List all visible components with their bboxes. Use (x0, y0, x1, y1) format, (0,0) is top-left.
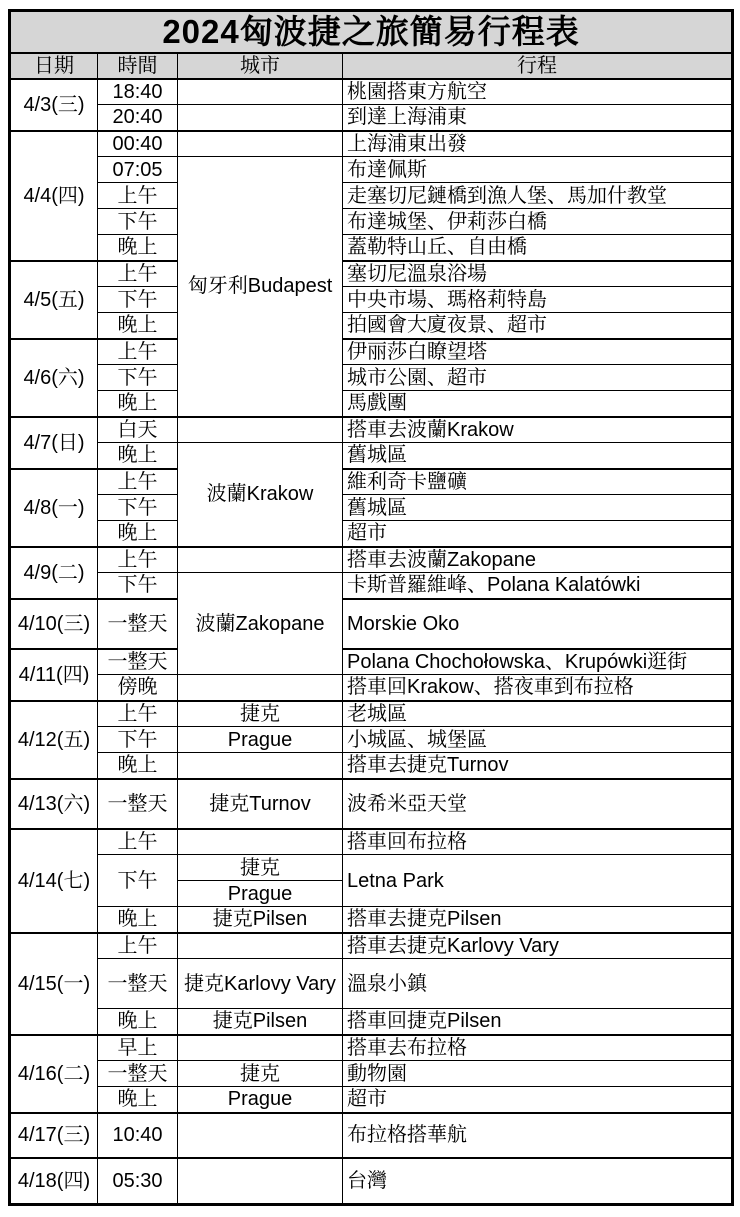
table-row (10, 649, 733, 675)
cell-time: 上午 (98, 701, 178, 727)
cell-city (178, 829, 343, 855)
table-row (10, 1035, 733, 1061)
cell-city: 捷克Karlovy Vary (178, 959, 343, 1009)
table-row (10, 469, 733, 495)
cell-city (178, 753, 343, 779)
cell-city (178, 1158, 343, 1205)
cell-time: 00:40 (98, 131, 178, 157)
cell-plan: 波希米亞天堂 (343, 779, 733, 829)
cell-city (178, 547, 343, 573)
table-row (10, 1087, 733, 1113)
table-row (10, 907, 733, 933)
cell-city (178, 79, 343, 105)
cell-time: 晚上 (98, 391, 178, 417)
cell-plan: 台灣 (343, 1158, 733, 1205)
cell-time: 上午 (98, 547, 178, 573)
cell-plan: 動物園 (343, 1061, 733, 1087)
cell-date: 4/8(一) (10, 469, 98, 547)
column-header-city: 城市 (178, 53, 343, 79)
table-row (10, 261, 733, 287)
table-row (10, 1113, 733, 1158)
cell-time: 晚上 (98, 235, 178, 261)
table-row (10, 1061, 733, 1087)
cell-time: 10:40 (98, 1113, 178, 1158)
table-row (10, 417, 733, 443)
cell-date: 4/18(四) (10, 1158, 98, 1205)
cell-date: 4/3(三) (10, 79, 98, 131)
table-row (10, 209, 733, 235)
cell-time: 晚上 (98, 1009, 178, 1035)
cell-plan: 舊城區 (343, 443, 733, 469)
cell-plan: 卡斯普羅維峰、Polana Kalatówki (343, 573, 733, 599)
cell-time: 一整天 (98, 599, 178, 649)
cell-plan: 布達佩斯 (343, 157, 733, 183)
table-row (10, 443, 733, 469)
cell-date: 4/6(六) (10, 339, 98, 417)
table-row (10, 779, 733, 829)
cell-date: 4/14(七) (10, 829, 98, 933)
page-title: 2024匈波捷之旅簡易行程表 (10, 11, 733, 53)
cell-time: 18:40 (98, 79, 178, 105)
cell-city (178, 1113, 343, 1158)
cell-date: 4/5(五) (10, 261, 98, 339)
table-row (10, 1158, 733, 1205)
cell-city: 捷克 (178, 701, 343, 727)
column-header-row (10, 53, 733, 79)
cell-city (178, 417, 343, 443)
table-row (10, 79, 733, 105)
cell-plan: 搭車去捷克Karlovy Vary (343, 933, 733, 959)
cell-date: 4/16(二) (10, 1035, 98, 1113)
table-row (10, 365, 733, 391)
cell-city: 捷克 (178, 855, 343, 881)
cell-time: 上午 (98, 339, 178, 365)
cell-plan: Polana Chochołowska、Krupówki逛街 (343, 649, 733, 675)
table-row (10, 131, 733, 157)
table-row (10, 727, 733, 753)
cell-time: 白天 (98, 417, 178, 443)
table-row (10, 391, 733, 417)
column-header-date: 日期 (10, 53, 98, 79)
cell-time: 下午 (98, 495, 178, 521)
cell-plan: 搭車去布拉格 (343, 1035, 733, 1061)
table-row (10, 287, 733, 313)
cell-plan: 搭車回捷克Pilsen (343, 1009, 733, 1035)
cell-city: Prague (178, 881, 343, 907)
cell-time: 下午 (98, 573, 178, 599)
cell-time: 晚上 (98, 1087, 178, 1113)
cell-city: 匈牙利Budapest (178, 157, 343, 417)
cell-time: 上午 (98, 469, 178, 495)
cell-time: 下午 (98, 365, 178, 391)
table-row (10, 855, 733, 881)
table-row (10, 157, 733, 183)
cell-time: 晚上 (98, 907, 178, 933)
cell-time: 晚上 (98, 443, 178, 469)
cell-plan: 小城區、城堡區 (343, 727, 733, 753)
cell-plan: 上海浦東出發 (343, 131, 733, 157)
cell-plan: 馬戲團 (343, 391, 733, 417)
column-header-plan: 行程 (343, 53, 733, 79)
cell-time: 下午 (98, 287, 178, 313)
cell-plan: 城市公園、超市 (343, 365, 733, 391)
title-row (10, 11, 733, 53)
cell-plan: 搭車去波蘭Krakow (343, 417, 733, 443)
table-row (10, 313, 733, 339)
cell-date: 4/9(二) (10, 547, 98, 599)
table-body (10, 79, 733, 1205)
cell-time: 20:40 (98, 105, 178, 131)
cell-plan: 搭車去捷克Turnov (343, 753, 733, 779)
cell-plan: 搭車回Krakow、搭夜車到布拉格 (343, 675, 733, 701)
cell-time: 晚上 (98, 753, 178, 779)
cell-time: 一整天 (98, 649, 178, 675)
cell-plan: 超市 (343, 1087, 733, 1113)
cell-date: 4/12(五) (10, 701, 98, 779)
cell-time: 上午 (98, 261, 178, 287)
cell-city: 捷克Turnov (178, 779, 343, 829)
cell-city: 捷克 (178, 1061, 343, 1087)
cell-time: 一整天 (98, 779, 178, 829)
cell-plan: 桃園搭東方航空 (343, 79, 733, 105)
cell-time: 上午 (98, 829, 178, 855)
table-row (10, 599, 733, 649)
cell-city (178, 675, 343, 701)
cell-city: 捷克Pilsen (178, 1009, 343, 1035)
cell-plan: 維利奇卡鹽礦 (343, 469, 733, 495)
cell-city (178, 933, 343, 959)
cell-time: 07:05 (98, 157, 178, 183)
cell-city: 波蘭Krakow (178, 443, 343, 547)
cell-plan: 老城區 (343, 701, 733, 727)
cell-plan: 搭車去捷克Pilsen (343, 907, 733, 933)
table-row (10, 829, 733, 855)
cell-city: Prague (178, 727, 343, 753)
cell-plan: 拍國會大廈夜景、超市 (343, 313, 733, 339)
table-row (10, 753, 733, 779)
cell-date: 4/4(四) (10, 131, 98, 261)
cell-plan: 伊丽莎白瞭望塔 (343, 339, 733, 365)
table-row (10, 235, 733, 261)
cell-plan: 舊城區 (343, 495, 733, 521)
cell-time: 傍晚 (98, 675, 178, 701)
cell-city (178, 1035, 343, 1061)
cell-plan: 中央市場、瑪格莉特島 (343, 287, 733, 313)
cell-plan: 蓋勒特山丘、自由橋 (343, 235, 733, 261)
column-header-time: 時間 (98, 53, 178, 79)
cell-time: 一整天 (98, 959, 178, 1009)
cell-date: 4/17(三) (10, 1113, 98, 1158)
cell-date: 4/13(六) (10, 779, 98, 829)
cell-city (178, 105, 343, 131)
table-row (10, 573, 733, 599)
cell-plan: 超市 (343, 521, 733, 547)
table-row (10, 105, 733, 131)
itinerary-table (8, 9, 734, 1206)
cell-city: 波蘭Zakopane (178, 573, 343, 675)
cell-time: 上午 (98, 183, 178, 209)
cell-plan: Morskie Oko (343, 599, 733, 649)
table-row (10, 547, 733, 573)
cell-time: 早上 (98, 1035, 178, 1061)
cell-plan: 到達上海浦東 (343, 105, 733, 131)
cell-date: 4/7(日) (10, 417, 98, 469)
cell-date: 4/10(三) (10, 599, 98, 649)
table-row (10, 959, 733, 1009)
cell-plan: 搭車回布拉格 (343, 829, 733, 855)
cell-plan: 搭車去波蘭Zakopane (343, 547, 733, 573)
table-row (10, 521, 733, 547)
cell-time: 晚上 (98, 521, 178, 547)
table-row (10, 183, 733, 209)
cell-time: 上午 (98, 933, 178, 959)
cell-time: 下午 (98, 855, 178, 907)
cell-time: 一整天 (98, 1061, 178, 1087)
table-row (10, 675, 733, 701)
cell-plan: 布拉格搭華航 (343, 1113, 733, 1158)
cell-city (178, 131, 343, 157)
cell-date: 4/15(一) (10, 933, 98, 1035)
cell-time: 05:30 (98, 1158, 178, 1205)
cell-plan: 塞切尼溫泉浴場 (343, 261, 733, 287)
cell-date: 4/11(四) (10, 649, 98, 701)
table-row (10, 933, 733, 959)
cell-time: 晚上 (98, 313, 178, 339)
cell-plan: 走塞切尼鏈橋到漁人堡、馬加什教堂 (343, 183, 733, 209)
cell-plan: 溫泉小鎮 (343, 959, 733, 1009)
cell-plan: 布達城堡、伊莉莎白橋 (343, 209, 733, 235)
table-row (10, 701, 733, 727)
cell-time: 下午 (98, 209, 178, 235)
table-head (10, 11, 733, 79)
table-row (10, 495, 733, 521)
table-row (10, 1009, 733, 1035)
cell-plan: Letna Park (343, 855, 733, 907)
cell-time: 下午 (98, 727, 178, 753)
table-row (10, 339, 733, 365)
cell-city: 捷克Pilsen (178, 907, 343, 933)
cell-city: Prague (178, 1087, 343, 1113)
